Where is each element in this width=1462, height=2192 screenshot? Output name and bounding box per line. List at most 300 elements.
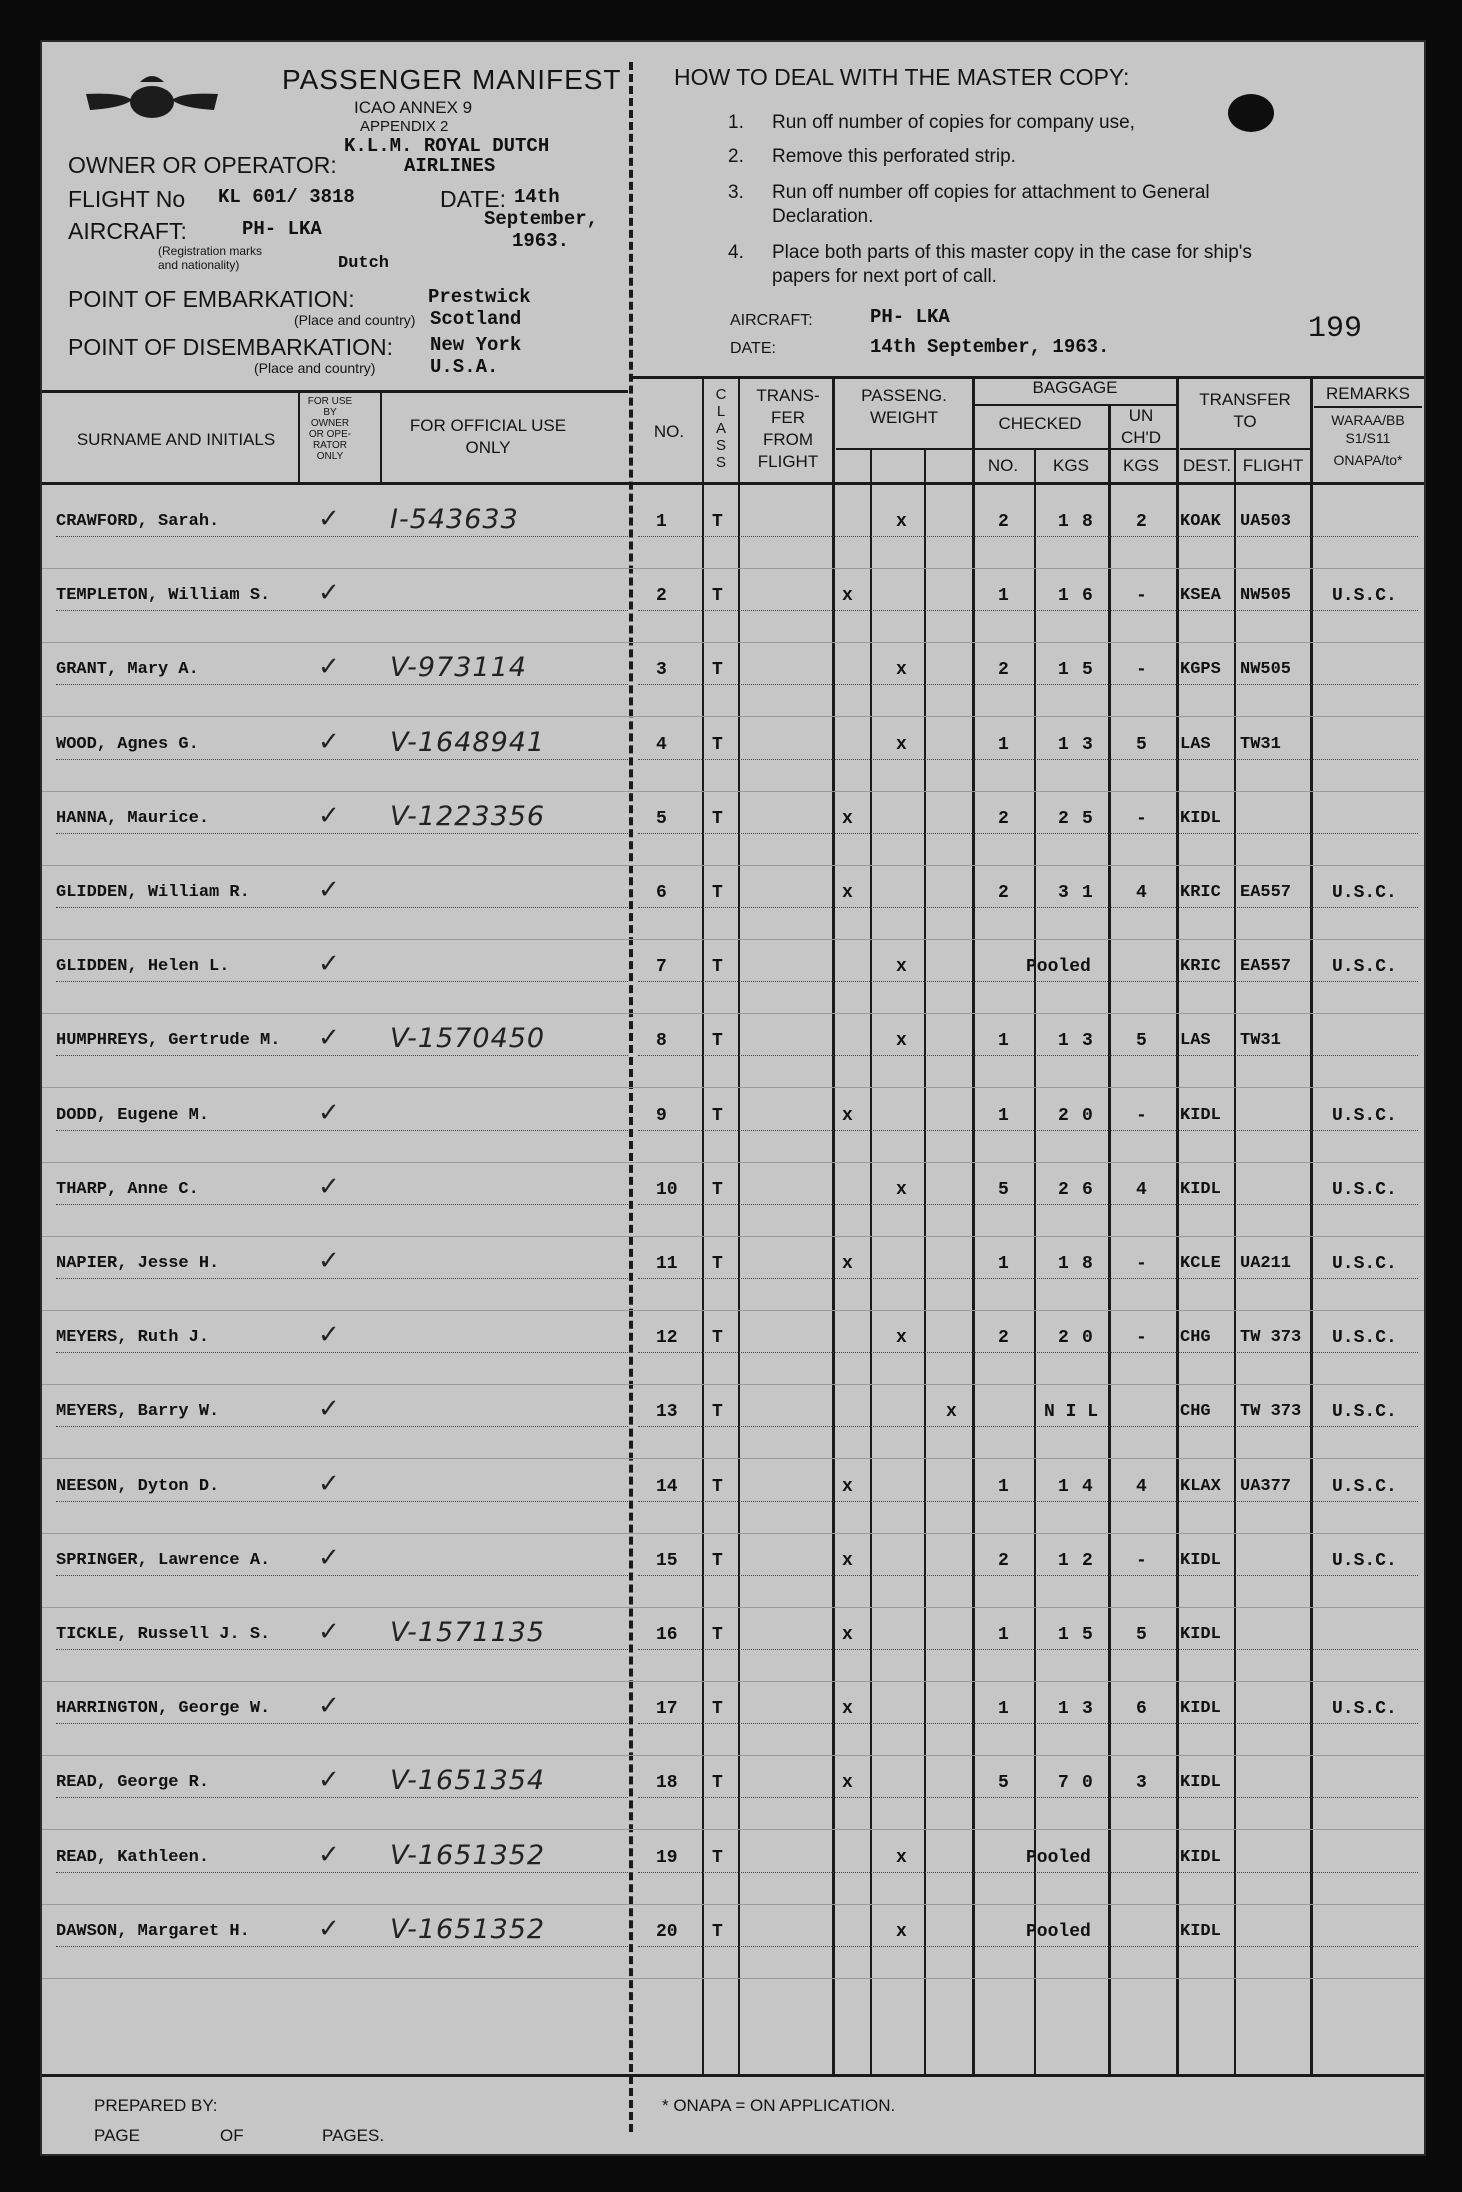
prepared-by: PREPARED BY: (94, 2096, 218, 2115)
vline-dest (1234, 450, 1236, 2076)
bag-count: 2 (998, 883, 1009, 903)
transfer-dest: KIDL (1180, 1921, 1221, 1941)
row-dotted-line-right (638, 1501, 1418, 1502)
row-rule (42, 865, 1424, 866)
vline-weight (972, 376, 975, 2076)
row-dotted-line (56, 1575, 628, 1576)
bag-count: 5 (998, 1773, 1009, 1794)
remarks-value: U.S.C. (1332, 957, 1397, 978)
bag-kgs-units: 2 (1082, 1550, 1093, 1571)
col-official-2: ONLY (465, 438, 511, 457)
transfer-flight: NW505 (1240, 586, 1292, 606)
col-class-s1: S (715, 437, 726, 454)
date-value-day: 14th (514, 186, 560, 208)
class-value: T (712, 734, 723, 755)
owner-check-mark: ✓ (318, 1617, 341, 1647)
row-rule (42, 1013, 1424, 1014)
step-2-number: 2. (728, 146, 744, 167)
row-dotted-line (56, 1278, 628, 1279)
bag-count: 1 (998, 1254, 1009, 1274)
unchecked-kgs: - (1136, 1328, 1147, 1349)
page-label: PAGE (94, 2126, 140, 2145)
weight-mark-a: x (842, 1254, 853, 1274)
row-number: 8 (656, 1031, 667, 1052)
punch-hole-icon (1228, 94, 1274, 132)
disembarkation-place: New York (430, 334, 522, 356)
bag-pooled: Pooled (1026, 957, 1091, 978)
row-rule (42, 1310, 1424, 1311)
unchecked-kgs: 6 (1136, 1699, 1147, 1720)
vline-weight-b (924, 450, 926, 2076)
col-baggage: BAGGAGE (1032, 378, 1118, 397)
unchecked-kgs: - (1136, 808, 1147, 829)
remarks-value: U.S.C. (1332, 1550, 1397, 1571)
col-owner-use-3: OWNER (310, 418, 350, 429)
row-rule (42, 1755, 1424, 1756)
col-transfer-from-3: FROM (762, 430, 814, 449)
passenger-name: GLIDDEN, Helen L. (56, 957, 230, 977)
owner-check-mark: ✓ (318, 1542, 341, 1573)
transfer-flight: EA557 (1240, 957, 1292, 977)
transfer-dest: LAS (1180, 1031, 1211, 1051)
bag-kgs-tens: 2 (1058, 808, 1069, 829)
transfer-flight: EA557 (1240, 883, 1292, 902)
owner-check-mark: ✓ (318, 1691, 341, 1722)
col-transfer-to-2: TO (1233, 412, 1257, 431)
col-dest: DEST. (1182, 456, 1232, 475)
row-number: 14 (656, 1476, 678, 1497)
row-dotted-line-right (638, 1872, 1418, 1873)
vline-transfer-from (832, 376, 835, 2076)
row-dotted-line-right (638, 684, 1418, 685)
row-rule (42, 791, 1424, 792)
vline-bag-kgs (1108, 406, 1111, 2076)
transfer-dest: KIDL (1180, 808, 1221, 828)
bag-count: 1 (998, 1699, 1009, 1720)
passenger-name: MEYERS, Ruth J. (56, 1328, 210, 1348)
bag-kgs-tens: 1 (1058, 660, 1069, 681)
passenger-name: SPRINGER, Lawrence A. (56, 1550, 271, 1570)
class-value: T (712, 1921, 723, 1942)
owner-check-mark: ✓ (318, 1171, 341, 1202)
bag-kgs-units: 6 (1082, 1179, 1093, 1200)
weight-mark-b: x (896, 660, 907, 681)
bag-count: 2 (998, 512, 1009, 532)
bag-kgs-tens: 1 (1058, 1699, 1069, 1720)
passenger-name: HARRINGTON, George W. (56, 1699, 271, 1719)
col-class-l: L (716, 403, 726, 420)
weight-mark-b: x (896, 957, 907, 978)
row-number: 13 (656, 1402, 678, 1423)
row-number: 18 (656, 1773, 678, 1794)
weight-mark-a: x (842, 1550, 853, 1571)
disembarkation-note: (Place and country) (254, 360, 376, 376)
pages-label: PAGES. (322, 2126, 385, 2145)
col-remarks-code-1: WARAA/BB (1331, 412, 1405, 428)
bag-kgs-tens: 7 (1058, 1773, 1069, 1794)
transfer-dest: KOAK (1180, 512, 1221, 531)
icao-annex: ICAO ANNEX 9 (354, 98, 473, 117)
row-dotted-line (56, 1946, 628, 1947)
col-bag-no: NO. (987, 456, 1019, 475)
bag-kgs-tens: 2 (1058, 1179, 1069, 1200)
row-dotted-line-right (638, 907, 1418, 908)
row-dotted-line-right (638, 610, 1418, 611)
official-number: V-1571135 (390, 1617, 546, 1648)
col-transfer-to-1: TRANSFER (1199, 390, 1291, 409)
unchecked-kgs: 2 (1136, 512, 1147, 532)
unchecked-kgs: - (1136, 1105, 1147, 1126)
registration-note-2: and nationality) (158, 258, 240, 272)
col-owner-use-5: RATOR (312, 440, 348, 451)
col-bag-kgs: KGS (1053, 456, 1089, 475)
bag-kgs-tens: 1 (1058, 1550, 1069, 1571)
transfer-dest: KIDL (1180, 1699, 1221, 1719)
passenger-name: DAWSON, Margaret H. (56, 1921, 250, 1941)
passenger-name: READ, Kathleen. (56, 1847, 210, 1867)
row-number: 7 (656, 957, 667, 978)
passenger-name: TICKLE, Russell J. S. (56, 1625, 271, 1644)
bag-pooled: Pooled (1026, 1921, 1091, 1942)
row-number: 16 (656, 1625, 678, 1645)
unchecked-kgs: 5 (1136, 1031, 1147, 1052)
bag-kgs-tens: 1 (1058, 586, 1069, 607)
owner-check-mark: ✓ (318, 800, 341, 831)
col-surname: SURNAME AND INITIALS (76, 430, 276, 449)
official-number: I-543633 (390, 504, 519, 535)
col-class-s2: S (715, 454, 726, 471)
row-number: 17 (656, 1699, 678, 1720)
row-number: 2 (656, 586, 667, 607)
bag-kgs-tens: 1 (1058, 1254, 1069, 1274)
weight-mark-b: x (896, 1179, 907, 1200)
class-value: T (712, 1031, 723, 1052)
row-dotted-line (56, 1204, 628, 1205)
unchecked-kgs: - (1136, 660, 1147, 681)
official-number: V-1570450 (390, 1023, 546, 1055)
row-number: 12 (656, 1328, 678, 1349)
bag-count: 1 (998, 1105, 1009, 1126)
bag-kgs-units: 4 (1082, 1476, 1093, 1497)
bag-kgs-units: 5 (1082, 808, 1093, 829)
transfer-dest: KGPS (1180, 660, 1221, 680)
disembarkation-country: U.S.A. (430, 356, 499, 378)
owner-check-mark: ✓ (318, 1468, 341, 1499)
col-unchecked-2: CH'D (1120, 428, 1162, 447)
unchecked-kgs: 5 (1136, 734, 1147, 755)
owner-check-mark: ✓ (318, 1765, 341, 1796)
unchecked-kgs: 4 (1136, 883, 1147, 903)
manifest-sheet (40, 40, 1426, 2156)
class-value: T (712, 883, 723, 903)
row-dotted-line (56, 536, 628, 537)
transfer-dest: CHG (1180, 1328, 1211, 1348)
row-dotted-line-right (638, 981, 1418, 982)
owner-label: OWNER OR OPERATOR: (68, 152, 337, 178)
owner-check-mark: ✓ (318, 578, 341, 609)
remarks-value: U.S.C. (1332, 1328, 1397, 1349)
remarks-value: U.S.C. (1332, 1179, 1397, 1200)
owner-check-mark: ✓ (318, 1023, 341, 1054)
weight-mark-a: x (842, 1773, 853, 1794)
bag-kgs-units: 8 (1082, 512, 1093, 532)
row-number: 9 (656, 1105, 667, 1126)
unchecked-kgs: 4 (1136, 1179, 1147, 1200)
transfer-dest: KCLE (1180, 1254, 1221, 1273)
embarkation-country: Scotland (430, 308, 522, 330)
strip-aircraft-label: AIRCRAFT: (730, 312, 813, 329)
step-4-text-cont: papers for next port of call. (772, 266, 997, 287)
passenger-name: CRAWFORD, Sarah. (56, 512, 220, 531)
owner-check-mark: ✓ (318, 1394, 341, 1425)
row-dotted-line (56, 981, 628, 982)
transfer-flight: UA211 (1240, 1254, 1292, 1273)
remarks-value: U.S.C. (1332, 1105, 1397, 1126)
transfer-dest: CHG (1180, 1402, 1211, 1422)
remarks-subline (1314, 406, 1422, 408)
col-unch-kgs: KGS (1123, 456, 1159, 475)
passenger-name: NAPIER, Jesse H. (56, 1254, 220, 1273)
bag-kgs-units: 3 (1082, 1699, 1093, 1720)
row-rule (42, 1162, 1424, 1163)
row-dotted-line-right (638, 1055, 1418, 1056)
passenger-name: READ, George R. (56, 1773, 210, 1793)
row-rule (42, 1533, 1424, 1534)
klm-logo-icon (82, 64, 222, 134)
of-label: OF (220, 2126, 244, 2145)
step-4-number: 4. (728, 242, 744, 263)
official-number: V-973114 (390, 652, 527, 684)
bag-kgs-tens: 1 (1058, 512, 1069, 532)
row-dotted-line (56, 1426, 628, 1427)
bag-kgs-units: 3 (1082, 734, 1093, 755)
transfer-dest: KRIC (1180, 957, 1221, 977)
col-unchecked-1: UN (1128, 406, 1154, 425)
transfer-dest: KIDL (1180, 1550, 1221, 1570)
weight-mark-a: x (842, 1105, 853, 1126)
col-transfer-from-2: FER (771, 408, 805, 427)
col-transfer-from-1: TRANS- (756, 386, 820, 405)
col-transfer-from-4: FLIGHT (757, 452, 819, 471)
bag-count: 1 (998, 1625, 1009, 1645)
transfer-dest: KIDL (1180, 1773, 1221, 1793)
col-owner-use-2: BY (323, 407, 337, 418)
row-rule (42, 1087, 1424, 1088)
passenger-name: GRANT, Mary A. (56, 660, 199, 680)
row-dotted-line (56, 1872, 628, 1873)
row-dotted-line-right (638, 1204, 1418, 1205)
class-value: T (712, 660, 723, 681)
step-3-number: 3. (728, 182, 744, 203)
embarkation-place: Prestwick (428, 286, 531, 308)
row-number: 20 (656, 1921, 678, 1942)
bag-kgs-units: 5 (1082, 1625, 1093, 1645)
row-dotted-line (56, 1649, 628, 1650)
row-dotted-line (56, 1352, 628, 1353)
unchecked-kgs: 3 (1136, 1773, 1147, 1794)
col-flight: FLIGHT (1242, 456, 1304, 475)
owner-check-mark: ✓ (318, 875, 341, 905)
row-dotted-line (56, 1797, 628, 1798)
col-class-c: C (715, 386, 727, 403)
row-rule (42, 939, 1424, 940)
appendix: APPENDIX 2 (360, 118, 449, 135)
class-value: T (712, 1773, 723, 1794)
row-number: 1 (656, 512, 667, 532)
row-dotted-line (56, 1501, 628, 1502)
col-pass-weight-1: PASSENG. (861, 386, 947, 405)
weight-mark-c: x (946, 1402, 957, 1423)
bag-count: 2 (998, 808, 1009, 829)
transfer-dest: KRIC (1180, 883, 1221, 902)
passenger-name: TEMPLETON, William S. (56, 586, 271, 606)
official-number: V-1651354 (390, 1765, 546, 1797)
row-number: 3 (656, 660, 667, 681)
bag-kgs-units: 3 (1082, 1031, 1093, 1052)
owner-check-mark: ✓ (318, 1097, 341, 1128)
class-value: T (712, 957, 723, 978)
transfer-flight: TW 373 (1240, 1402, 1302, 1422)
weight-mark-b: x (896, 1031, 907, 1052)
registration-note: (Registration marks (158, 244, 263, 258)
class-value: T (712, 1476, 723, 1497)
row-number: 19 (656, 1847, 678, 1868)
row-number: 10 (656, 1179, 678, 1200)
bag-kgs-units: 1 (1082, 883, 1093, 903)
row-dotted-line (56, 907, 628, 908)
owner-check-mark: ✓ (318, 504, 341, 534)
passenger-name: THARP, Anne C. (56, 1179, 199, 1199)
flight-label: FLIGHT No (68, 186, 186, 212)
bag-nil: N I L (1044, 1402, 1099, 1423)
weight-mark-b: x (896, 512, 907, 532)
bag-count: 2 (998, 1550, 1009, 1571)
row-number: 4 (656, 734, 667, 755)
master-copy-title: HOW TO DEAL WITH THE MASTER COPY: (674, 64, 1130, 90)
transfer-dest: KLAX (1180, 1476, 1221, 1496)
row-rule (42, 642, 1424, 643)
row-dotted-line (56, 759, 628, 760)
row-dotted-line-right (638, 759, 1418, 760)
date-label: DATE: (440, 186, 507, 212)
weight-mark-a: x (842, 586, 853, 607)
owner-check-mark: ✓ (318, 949, 341, 980)
bag-count: 1 (998, 1476, 1009, 1497)
onapa-note: * ONAPA = ON APPLICATION. (662, 2096, 896, 2115)
row-rule (42, 1904, 1424, 1905)
weight-mark-b: x (896, 1921, 907, 1942)
transfer-dest: KIDL (1180, 1847, 1221, 1867)
col-owner-use-6: ONLY (316, 451, 344, 462)
row-dotted-line (56, 1055, 628, 1056)
row-dotted-line-right (638, 1723, 1418, 1724)
transfer-flight: UA503 (1240, 512, 1292, 531)
row-number: 5 (656, 808, 667, 829)
row-rule (42, 1458, 1424, 1459)
row-rule (42, 1607, 1424, 1608)
transfer-dest: KIDL (1180, 1105, 1221, 1125)
bag-count: 2 (998, 1328, 1009, 1349)
bag-count: 1 (998, 586, 1009, 607)
transfer-dest: KIDL (1180, 1179, 1221, 1199)
row-rule (42, 1829, 1424, 1830)
aircraft-value: PH- LKA (242, 218, 322, 240)
col-remarks-code-3: ONAPA/to* (1333, 452, 1403, 468)
owner-check-mark: ✓ (318, 652, 341, 683)
vline-no (702, 376, 704, 2076)
row-dotted-line-right (638, 536, 1418, 537)
row-number: 6 (656, 883, 667, 903)
col-official-1: FOR OFFICIAL USE (409, 416, 567, 435)
remarks-value: U.S.C. (1332, 1699, 1397, 1720)
weight-mark-b: x (896, 734, 907, 755)
transfer-flight: TW31 (1240, 734, 1281, 754)
passenger-name: MEYERS, Barry W. (56, 1402, 220, 1422)
weight-mark-a: x (842, 1476, 853, 1497)
row-rule (42, 1236, 1424, 1237)
vline-official (380, 392, 382, 482)
class-value: T (712, 1699, 723, 1720)
strip-date-value: 14th September, 1963. (870, 336, 1110, 358)
weight-mark-b: x (896, 1328, 907, 1349)
weight-mark-a: x (842, 1699, 853, 1720)
step-4-text: Place both parts of this master copy in the case for ship's (772, 242, 1252, 263)
perforated-strip-line (629, 62, 633, 2132)
row-number: 11 (656, 1254, 678, 1274)
col-checked: CHECKED (998, 414, 1082, 433)
bag-count: 2 (998, 660, 1009, 681)
class-value: T (712, 1179, 723, 1200)
unchecked-kgs: - (1136, 586, 1147, 607)
embarkation-label: POINT OF EMBARKATION: (68, 286, 355, 312)
class-value: T (712, 1105, 723, 1126)
vline-owner (298, 392, 300, 482)
passenger-name: HANNA, Maurice. (56, 808, 210, 828)
row-dotted-line-right (638, 1278, 1418, 1279)
vline-unch (1176, 376, 1179, 2076)
step-2-text: Remove this perforated strip. (772, 146, 1016, 167)
official-number: V-1648941 (390, 726, 546, 758)
header-divider (42, 390, 628, 393)
row-dotted-line-right (638, 1426, 1418, 1427)
owner-check-mark: ✓ (318, 1320, 341, 1351)
row-dotted-line-right (638, 1352, 1418, 1353)
row-number: 15 (656, 1550, 678, 1571)
embarkation-note: (Place and country) (294, 312, 416, 328)
row-dotted-line (56, 833, 628, 834)
row-dotted-line (56, 684, 628, 685)
step-1-text: Run off number of copies for company use, (772, 112, 1135, 133)
vline-weight-a (870, 450, 872, 2076)
row-dotted-line (56, 1723, 628, 1724)
passenger-name: HUMPHREYS, Gertrude M. (56, 1031, 281, 1051)
strip-date-label: DATE: (730, 340, 776, 357)
remarks-value: U.S.C. (1332, 586, 1397, 607)
class-value: T (712, 1550, 723, 1571)
disembarkation-label: POINT OF DISEMBARKATION: (68, 334, 394, 360)
col-class-a: A (715, 420, 726, 437)
class-value: T (712, 1328, 723, 1349)
owner-check-mark: ✓ (318, 1839, 341, 1870)
vline-class (738, 376, 740, 2076)
baggage-subline (974, 404, 1176, 406)
unchecked-kgs: 5 (1136, 1625, 1147, 1645)
class-value: T (712, 1402, 723, 1423)
bag-kgs-tens: 3 (1058, 883, 1069, 903)
unchecked-kgs: - (1136, 1254, 1147, 1274)
remarks-value: U.S.C. (1332, 1476, 1397, 1497)
row-dotted-line (56, 610, 628, 611)
